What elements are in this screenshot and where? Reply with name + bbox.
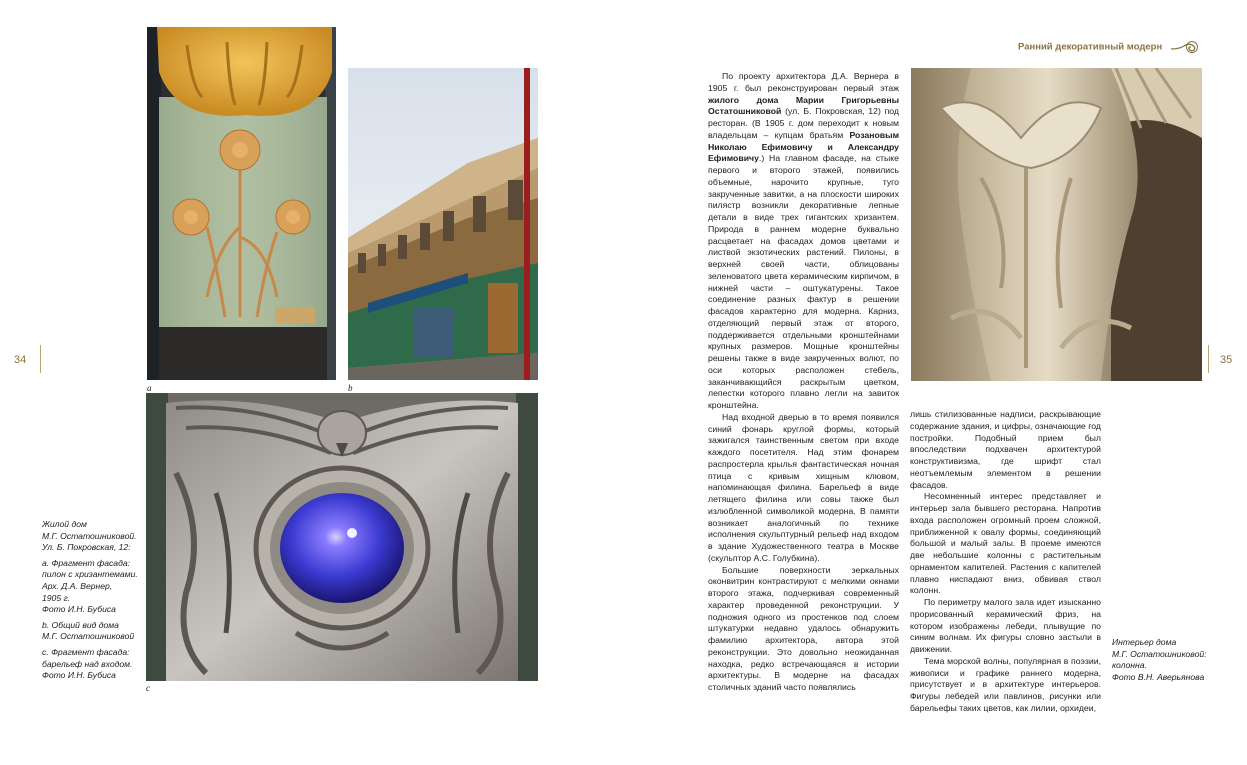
text-run: .) На главном фасаде, на стыке первого и второго этажей, появились объемные, нарочито крупные, туго закрученные завитки, а на плоскости широких пилястр возникли декоративные лепные детали в виде трех гигантских хризантем. Природа в раннем модерне буквально расцветает на фасадах домов цветами и листвой экзотических растений. Пилоны, в верхней своей части, облицованы зеленоватого цвета керамическим кирпичом, в нижней части – оштукатурены. Такое соединение разных фактур в решении фасадов характерно для модерна. Карниз, отделяющий первый этаж от второго, поддерживается отдельными кронштейнами крупных размеров. Мощные кронштейны решены также в виде закрученных волют, по оси которых расположен стебель, заканчивающийся раскрытым цветком, лепестки которого плавно легли на завиток кронштейна.	[708, 153, 899, 410]
page-number-rule-left	[40, 345, 41, 373]
photo-label-c: c	[146, 683, 150, 693]
caption-line: барельеф над входом.	[42, 658, 133, 669]
caption-line: пилон с хризантемами.	[42, 569, 138, 580]
section-title: Ранний декоративный модерн	[1018, 41, 1163, 53]
caption-line: М.Г. Остатошниковой	[42, 631, 135, 642]
running-header	[1018, 40, 1199, 54]
paragraph-5: Несомненный интерес представляет и интерьер зала бывшего ресторана. Напротив входа расположен огромный проем сложной, приближенной к овалу формы, соединяющий большой и малый залы. В проеме имеются две небольшие колонны с растительным орнаментом капителей. Растения с капителей плавно ниспадают вниз, обвивая ствол колонн.	[910, 491, 1101, 596]
caption-line: Ул. Б. Покровская, 12:	[42, 542, 131, 553]
paragraph-4: лишь стилизованные надписи, раскрывающие содержание здания, и цифры, означающие год постройки. Подобный прием был впоследствии подхвачен архитектурой конструктивизма, где шрифт стал неотъемлемым элементом в решении фасадов.	[910, 409, 1101, 490]
text-bold-owners: Розановым Николаю Ефимовичу и Александру Ефимовичу	[708, 129, 899, 164]
photo-label-b: b	[348, 383, 353, 393]
caption-line: М.Г. Остатошниковой:	[1112, 648, 1207, 659]
photo-label-a: a	[147, 383, 152, 393]
caption-block-building	[42, 519, 146, 554]
caption-line: c. Фрагмент фасада:	[42, 646, 130, 657]
caption-line: Фото И.Н. Бубиса	[42, 604, 116, 615]
photo-bas-relief-owl	[146, 393, 538, 681]
text-run: (ул. Б. Покровская, 12) под ресторан. (В 1905 г. дом переходит к новым владельцам – купцам братьям	[708, 106, 899, 140]
caption-line: М.Г. Остатошниковой.	[42, 530, 137, 541]
paragraph-3: Большие поверхности зеркальных оконвитрин контрастируют с мелкими окнами второго этажа, подчеркивая современный характер проведенной реконструкции. У подножия одного из простенков под слоем штукатурки недавно удалось обнаружить фамилию архитектора, автора этой реконструкции. Это довольно неожиданная находка, редко встречающаяся в истории архитектуры. В модерне на фасадах столичных зданий часто появлялись	[708, 564, 899, 692]
caption-line: Жилой дом	[42, 519, 87, 529]
caption-line: колонна.	[1112, 660, 1147, 671]
caption-line: b. Общий вид дома	[42, 619, 119, 630]
paragraph-7: Тема морской волны, популярная в поэзии, живописи и графике раннего модерна, присутствует и в архитектуре интерьеров. Фигуры лебедей или павлинов, рисунки или барельефы таких цветов, как лилии, орхидеи,	[910, 655, 1101, 713]
photo-house-general-view	[348, 68, 538, 380]
caption-block-b	[42, 620, 146, 643]
text-bold-house-name: жилого дома Марии Григорьевны Остатошниковой	[708, 94, 899, 117]
photo-pylon-chrysanthemums	[147, 27, 336, 380]
right-photo-caption	[1112, 637, 1216, 683]
caption-line: Арх. Д.А. Вернер,	[42, 580, 113, 591]
caption-line: а. Фрагмент фасада:	[42, 557, 130, 568]
photo-interior-column	[911, 68, 1202, 381]
caption-line: Фото И.Н. Бубиса	[42, 670, 116, 681]
paragraph-1	[708, 71, 899, 412]
caption-line: Интерьер дома	[1112, 637, 1177, 647]
page-number-left: 34	[14, 354, 27, 366]
caption-block-c	[42, 647, 146, 682]
text-column-2	[910, 409, 1101, 715]
left-photo-caption	[42, 519, 146, 686]
paragraph-6: По периметру малого зала идет изысканно прорисованный керамический фриз, на котором изображены лебеди, плывущие по синим волнам. Их фигуры словно застыли в движении.	[910, 597, 1101, 654]
swirl-ornament-icon	[1169, 40, 1199, 54]
text-run: По проекту архитектора Д.А. Вернера в 1905 г. был реконструирован первый этаж	[708, 71, 899, 93]
paragraph-2: Над входной дверью в то время появился синий фонарь круглой формы, который зажигался таинственным светом при входе каждого посетителя. Над этим фонарем распростерла крылья фантастическая ночная птица с кривым хищным клювом, напоминающая филина. Барельеф в виде летящего филина или совы также был излюбленной символикой модерна. В памяти возникает аналогичный по технике исполнения скульптурный рельеф над входом в здание Художественного театра в Москве (скульптор А.С. Голубкина).	[708, 411, 899, 563]
text-column-1	[708, 71, 899, 694]
page-number-right: 35	[1220, 354, 1233, 366]
caption-line: 1905 г.	[42, 592, 71, 603]
caption-line: Фото В.Н. Аверьянова	[1112, 671, 1205, 682]
caption-block-a	[42, 558, 146, 616]
page-number-rule-right	[1208, 345, 1209, 373]
